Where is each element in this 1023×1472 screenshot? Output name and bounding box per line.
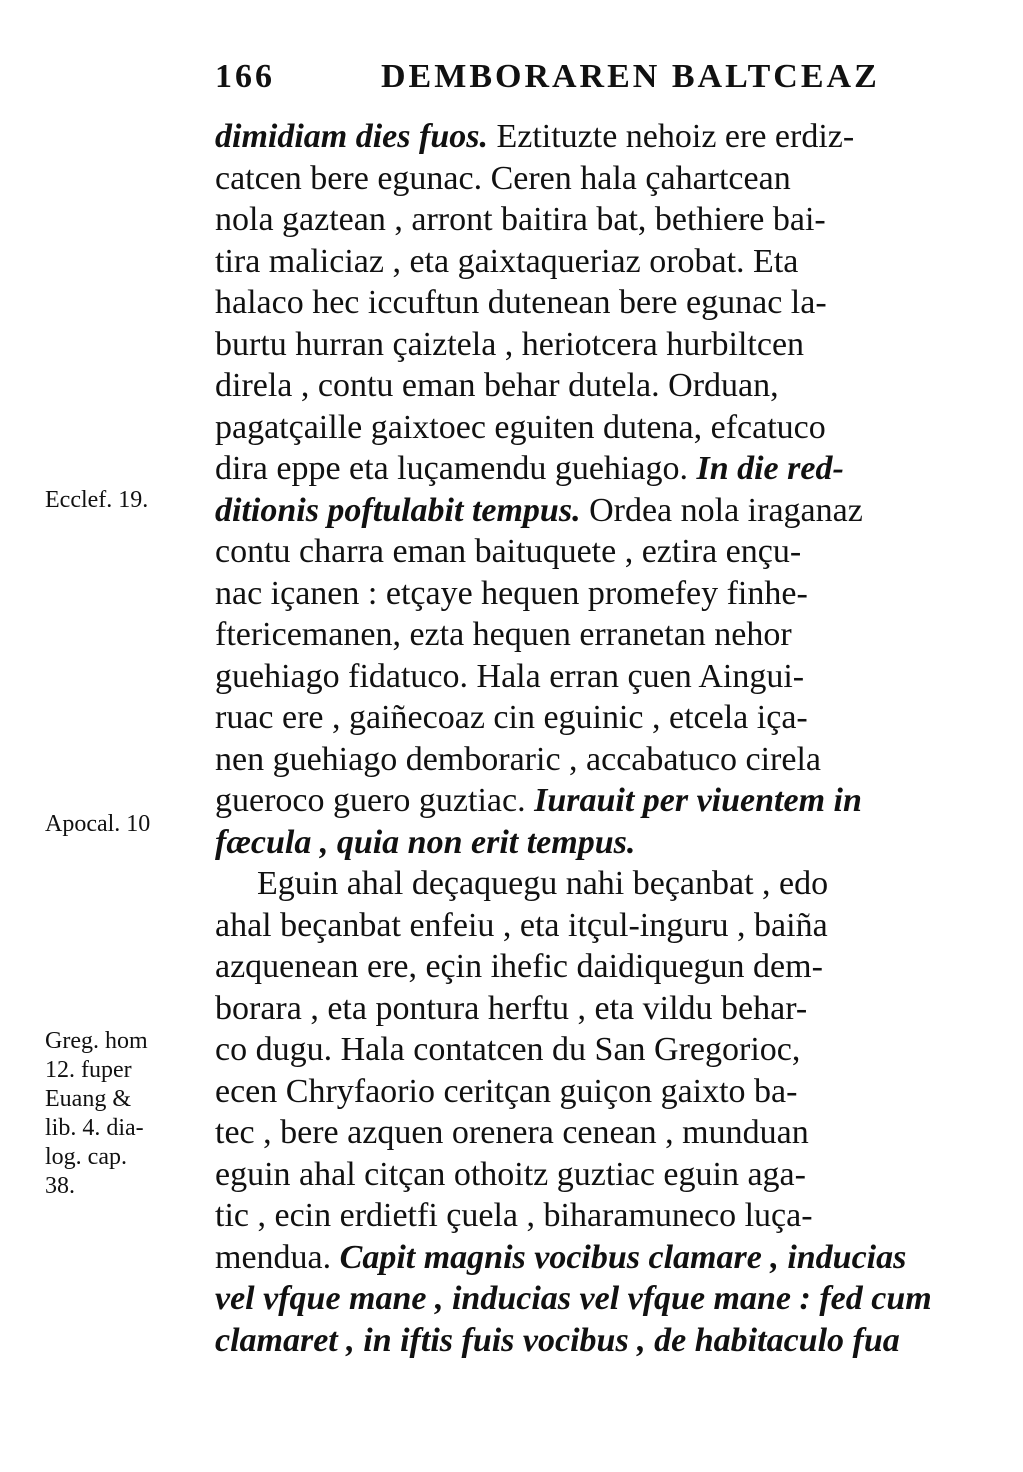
text-segment: ahal beçanbat enfeiu , eta itçul-inguru , baiña — [215, 906, 828, 944]
text-segment: Eztituzte nehoiz ere erdiz- — [487, 118, 855, 155]
text-line — [215, 905, 917, 947]
text-segment: azquenean ere, eçin ihefic daidiquegun dem- — [215, 948, 823, 985]
text-line — [215, 199, 917, 241]
margin-note-greg-line: 38. — [45, 1173, 75, 1199]
text-segment: halaco hec iccuftun dutenean bere egunac la- — [215, 284, 827, 321]
running-head: DEMBORAREN BALTCEAZ — [381, 58, 880, 95]
text-line — [215, 697, 917, 739]
text-line — [215, 1278, 932, 1320]
latin-quote-segment: ditionis poftulabit tempus. — [215, 491, 581, 529]
text-segment: co dugu. Hala contatcen du San Gregorioc, — [215, 1031, 801, 1068]
text-line — [215, 822, 917, 864]
margin-note-eccles: Ecclef. 19. — [45, 487, 149, 513]
text-segment: nac içanen : etçaye hequen promefey finhe- — [215, 574, 808, 612]
text-line — [215, 739, 917, 781]
text-line — [215, 448, 917, 490]
latin-quote-segment: Iurauit per viuentem in — [534, 782, 862, 819]
latin-quote-segment: Capit magnis vocibus clamare , inducias — [339, 1238, 907, 1276]
text-segment: nen guehiago demboraric , accabatuco cirela — [215, 740, 822, 778]
margin-note-greg-line: Euang & — [45, 1086, 131, 1112]
text-segment: contu charra eman baituquete , eztira ençu- — [215, 533, 802, 570]
text-line — [215, 1154, 917, 1196]
text-line — [215, 241, 917, 283]
text-line — [215, 158, 917, 200]
text-line — [215, 490, 917, 532]
text-segment: borara , eta pontura herftu , eta vildu behar- — [215, 989, 808, 1027]
text-line — [215, 573, 917, 615]
text-line — [215, 282, 917, 324]
text-segment: tic , ecin erdietfi çuela , biharamuneco luça- — [215, 1197, 813, 1234]
text-segment: nola gaztean , arront baitira bat, bethiere bai- — [215, 201, 826, 238]
text-segment: dira eppe eta luçamendu guehiago. — [215, 450, 697, 487]
text-segment: ftericemanen, ezta hequen erranetan nehor — [215, 616, 792, 653]
latin-quote-segment: In die red- — [696, 450, 844, 487]
text-segment: ruac ere , gaiñecoaz cin eguinic , etcela iça- — [215, 699, 808, 736]
text-segment: pagatçaille gaixtoec eguiten dutena, efcatuco — [215, 408, 826, 446]
text-line — [215, 407, 917, 449]
text-segment: ecen Chryfaorio ceritçan guiçon gaixto ba- — [215, 1072, 798, 1110]
text-segment: eguin ahal citçan othoitz guztiac eguin aga- — [215, 1155, 806, 1193]
text-segment: catcen bere egunac. Ceren hala çahartcean — [215, 159, 791, 197]
text-line — [215, 1195, 917, 1237]
text-line — [215, 365, 917, 407]
text-line — [215, 988, 917, 1030]
text-line — [215, 614, 917, 656]
text-line — [215, 863, 917, 905]
margin-note-apocal: Apocal. 10 — [45, 811, 151, 837]
margin-note-greg-line: log. cap. — [45, 1144, 127, 1170]
text-line — [215, 324, 917, 366]
text-segment: gueroco guero guztiac. — [215, 782, 535, 819]
text-segment: Ordea nola iraganaz — [580, 491, 863, 529]
text-segment: Eguin ahal deçaquegu nahi beçanbat , edo — [257, 865, 829, 902]
page-header — [215, 52, 915, 104]
margin-note-greg-line: Greg. hom — [45, 1028, 148, 1054]
latin-quote-segment: dimidiam dies fuos. — [215, 118, 488, 155]
text-line — [215, 116, 917, 158]
text-line — [215, 946, 917, 988]
text-segment: tira maliciaz , eta gaixtaqueriaz orobat. Eta — [215, 242, 799, 280]
text-line — [215, 1071, 917, 1113]
margin-note-greg-line: lib. 4. dia- — [45, 1115, 144, 1141]
text-line — [215, 656, 917, 698]
text-segment: guehiago fidatuco. Hala erran çuen Aingui- — [215, 657, 805, 695]
text-segment: direla , contu eman behar dutela. Orduan, — [215, 367, 779, 404]
text-segment: burtu hurran çaiztela , heriotcera hurbiltcen — [215, 325, 805, 363]
text-line — [215, 531, 917, 573]
body-text — [215, 116, 932, 1361]
text-line — [215, 1237, 917, 1279]
text-segment: tec , bere azquen orenera cenean , munduan — [215, 1114, 809, 1151]
text-line — [215, 1320, 917, 1362]
text-line — [215, 1112, 917, 1154]
text-line — [215, 780, 917, 822]
text-segment: mendua. — [215, 1238, 340, 1276]
margin-note-greg-line: 12. fuper — [45, 1057, 132, 1083]
latin-quote-segment: vel vfque mane , inducias vel vfque mane : fed cum — [215, 1280, 932, 1317]
text-line — [215, 1029, 917, 1071]
margin-note-greg — [45, 1027, 205, 1201]
page-number: 166 — [215, 58, 275, 95]
latin-quote-segment: fæcula , quia non erit tempus. — [215, 823, 636, 861]
latin-quote-segment: clamaret , in iftis fuis vocibus , de habitaculo fua — [215, 1321, 900, 1359]
